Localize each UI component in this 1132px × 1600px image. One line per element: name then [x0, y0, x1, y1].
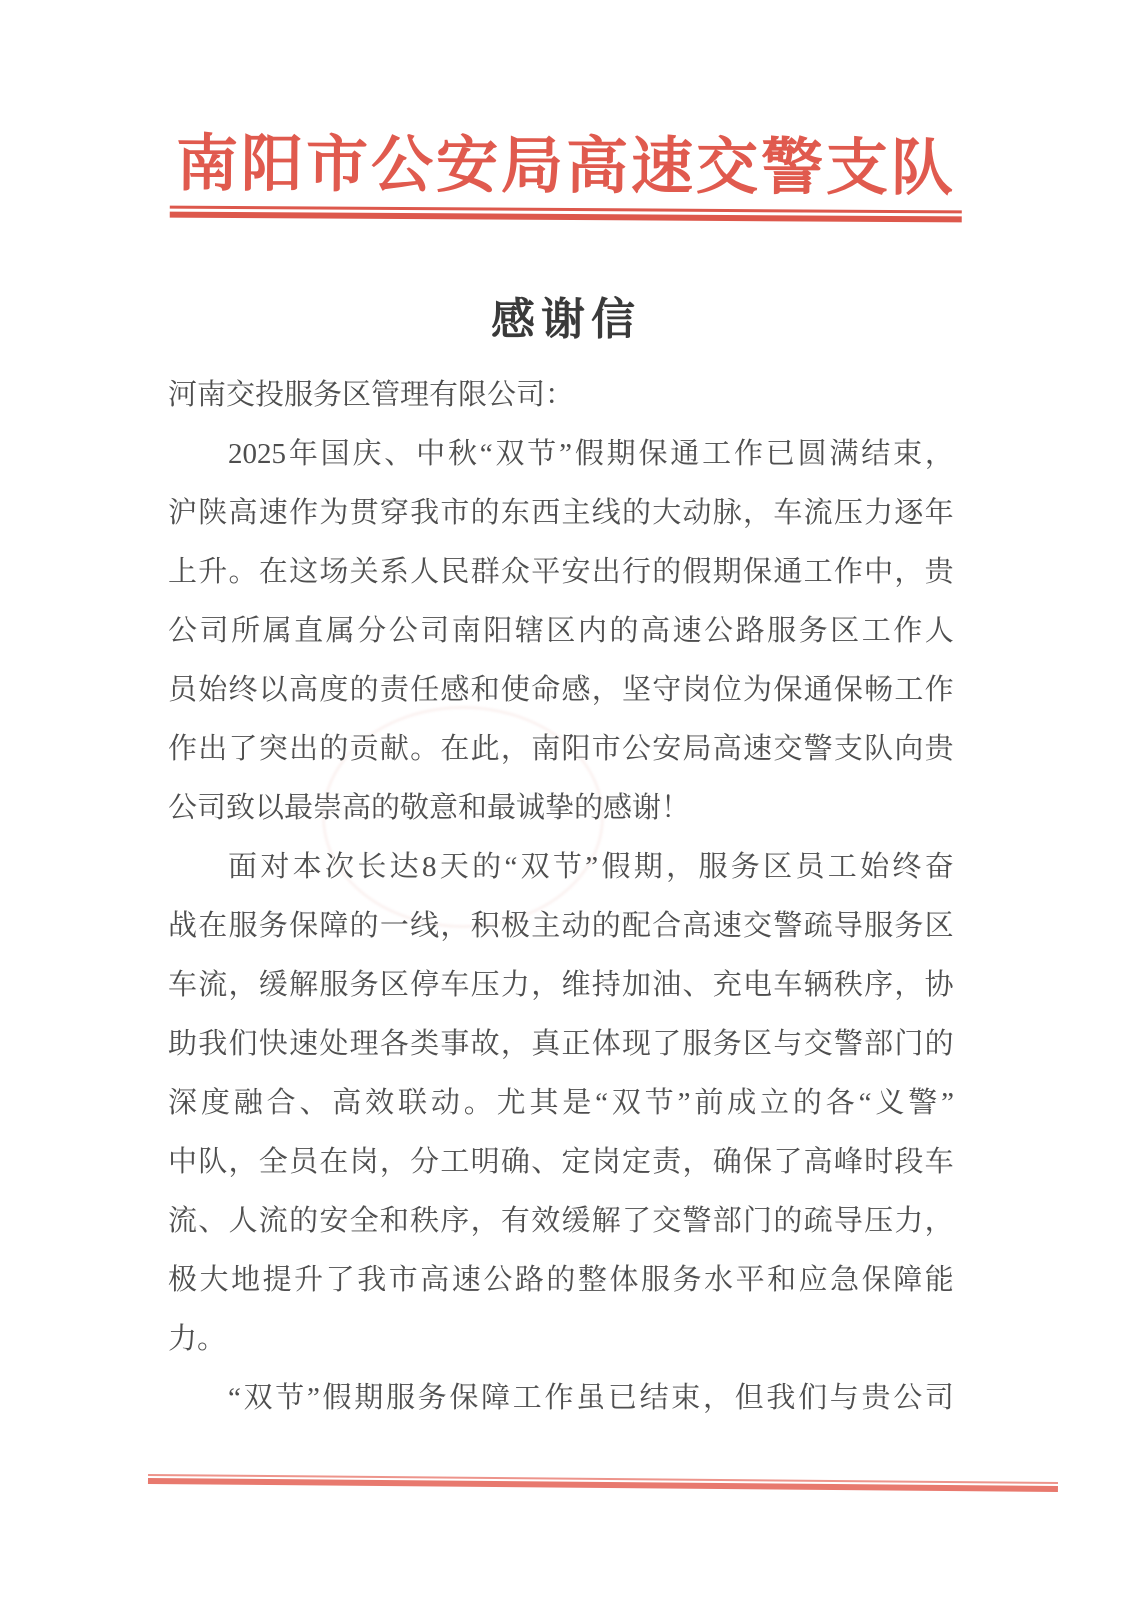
- body-line: 助 我 们 快 速 处 理 各 类 事 故 ， 真 正 体 现 了 服 务 区 与 交 警 部 门 的: [168, 1028, 954, 1060]
- body-line: 极 大 地 提 升 了 我 市 高 速 公 路 的 整 体 服 务 水 平 和 应 急 保 障 能: [168, 1264, 954, 1296]
- letterhead-rule-thick: [170, 212, 962, 223]
- body-line: 中 队 ， 全 员 在 岗 ， 分 工 明 确 、 定 岗 定 责 ， 确 保 了 高 峰 时 段 车: [168, 1146, 954, 1178]
- letterhead-org-name: 南阳市公安局高速交警支队: [175, 130, 957, 204]
- body-line: 河南交投服务区管理有限公司：: [168, 379, 575, 411]
- body-line: 作 出 了 突 出 的 贡 献 。 在 此 ， 南 阳 市 公 安 局 高 速 交 警 支 队 向 贵: [168, 733, 954, 765]
- body-line: 战 在 服 务 保 障 的 一 线 ， 积 极 主 动 的 配 合 高 速 交 警 疏 导 服 务 区: [168, 910, 954, 942]
- letterhead: [0, 127, 1132, 224]
- body-line: 上 升 。 在 这 场 关 系 人 民 群 众 平 安 出 行 的 假 期 保 通 工 作 中 ， 贵: [168, 556, 954, 588]
- body-line: 流 、 人 流 的 安 全 和 秩 序 ， 有 效 缓 解 了 交 警 部 门 的 疏 导 压 力 ，: [168, 1205, 954, 1237]
- body-line: “ 双 节 ” 假 期 服 务 保 障 工 作 虽 已 结 束 ， 但 我 们 与 贵 公 司: [228, 1382, 954, 1414]
- body-line: 公司致以最崇高的敬意和最诚挚的感谢！: [168, 792, 691, 824]
- body-line: 员 始 终 以 高 度 的 责 任 感 和 使 命 感 ， 坚 守 岗 位 为 保 通 保 畅 工 作: [168, 674, 954, 706]
- letterhead-double-rule: [170, 206, 962, 223]
- body-line: 2025 年 国 庆 、 中 秋 “ 双 节 ” 假 期 保 通 工 作 已 圆 满 结 束 ，: [228, 438, 954, 470]
- body-line: 面 对 本 次 长 达 8 天 的 “ 双 节 ” 假 期 ， 服 务 区 员 工 始 终 奋: [228, 851, 954, 883]
- footer-rule: [148, 1474, 1058, 1492]
- body-line: 沪 陕 高 速 作 为 贯 穿 我 市 的 东 西 主 线 的 大 动 脉 ， 车 流 压 力 逐 年: [168, 497, 954, 529]
- letter-body: [168, 366, 954, 1428]
- letter-title: 感谢信: [491, 295, 641, 344]
- body-line: 力。: [168, 1323, 227, 1355]
- body-line: 车 流 ， 缓 解 服 务 区 停 车 压 力 ， 维 持 加 油 、 充 电 车 辆 秩 序 ， 协: [168, 969, 954, 1001]
- body-line: 深 度 融 合 、 高 效 联 动 。 尤 其 是 “ 双 节 ” 前 成 立 的 各 “ 义 警 ”: [168, 1087, 954, 1119]
- body-line: 公 司 所 属 直 属 分 公 司 南 阳 辖 区 内 的 高 速 公 路 服 务 区 工 作 人: [168, 615, 954, 647]
